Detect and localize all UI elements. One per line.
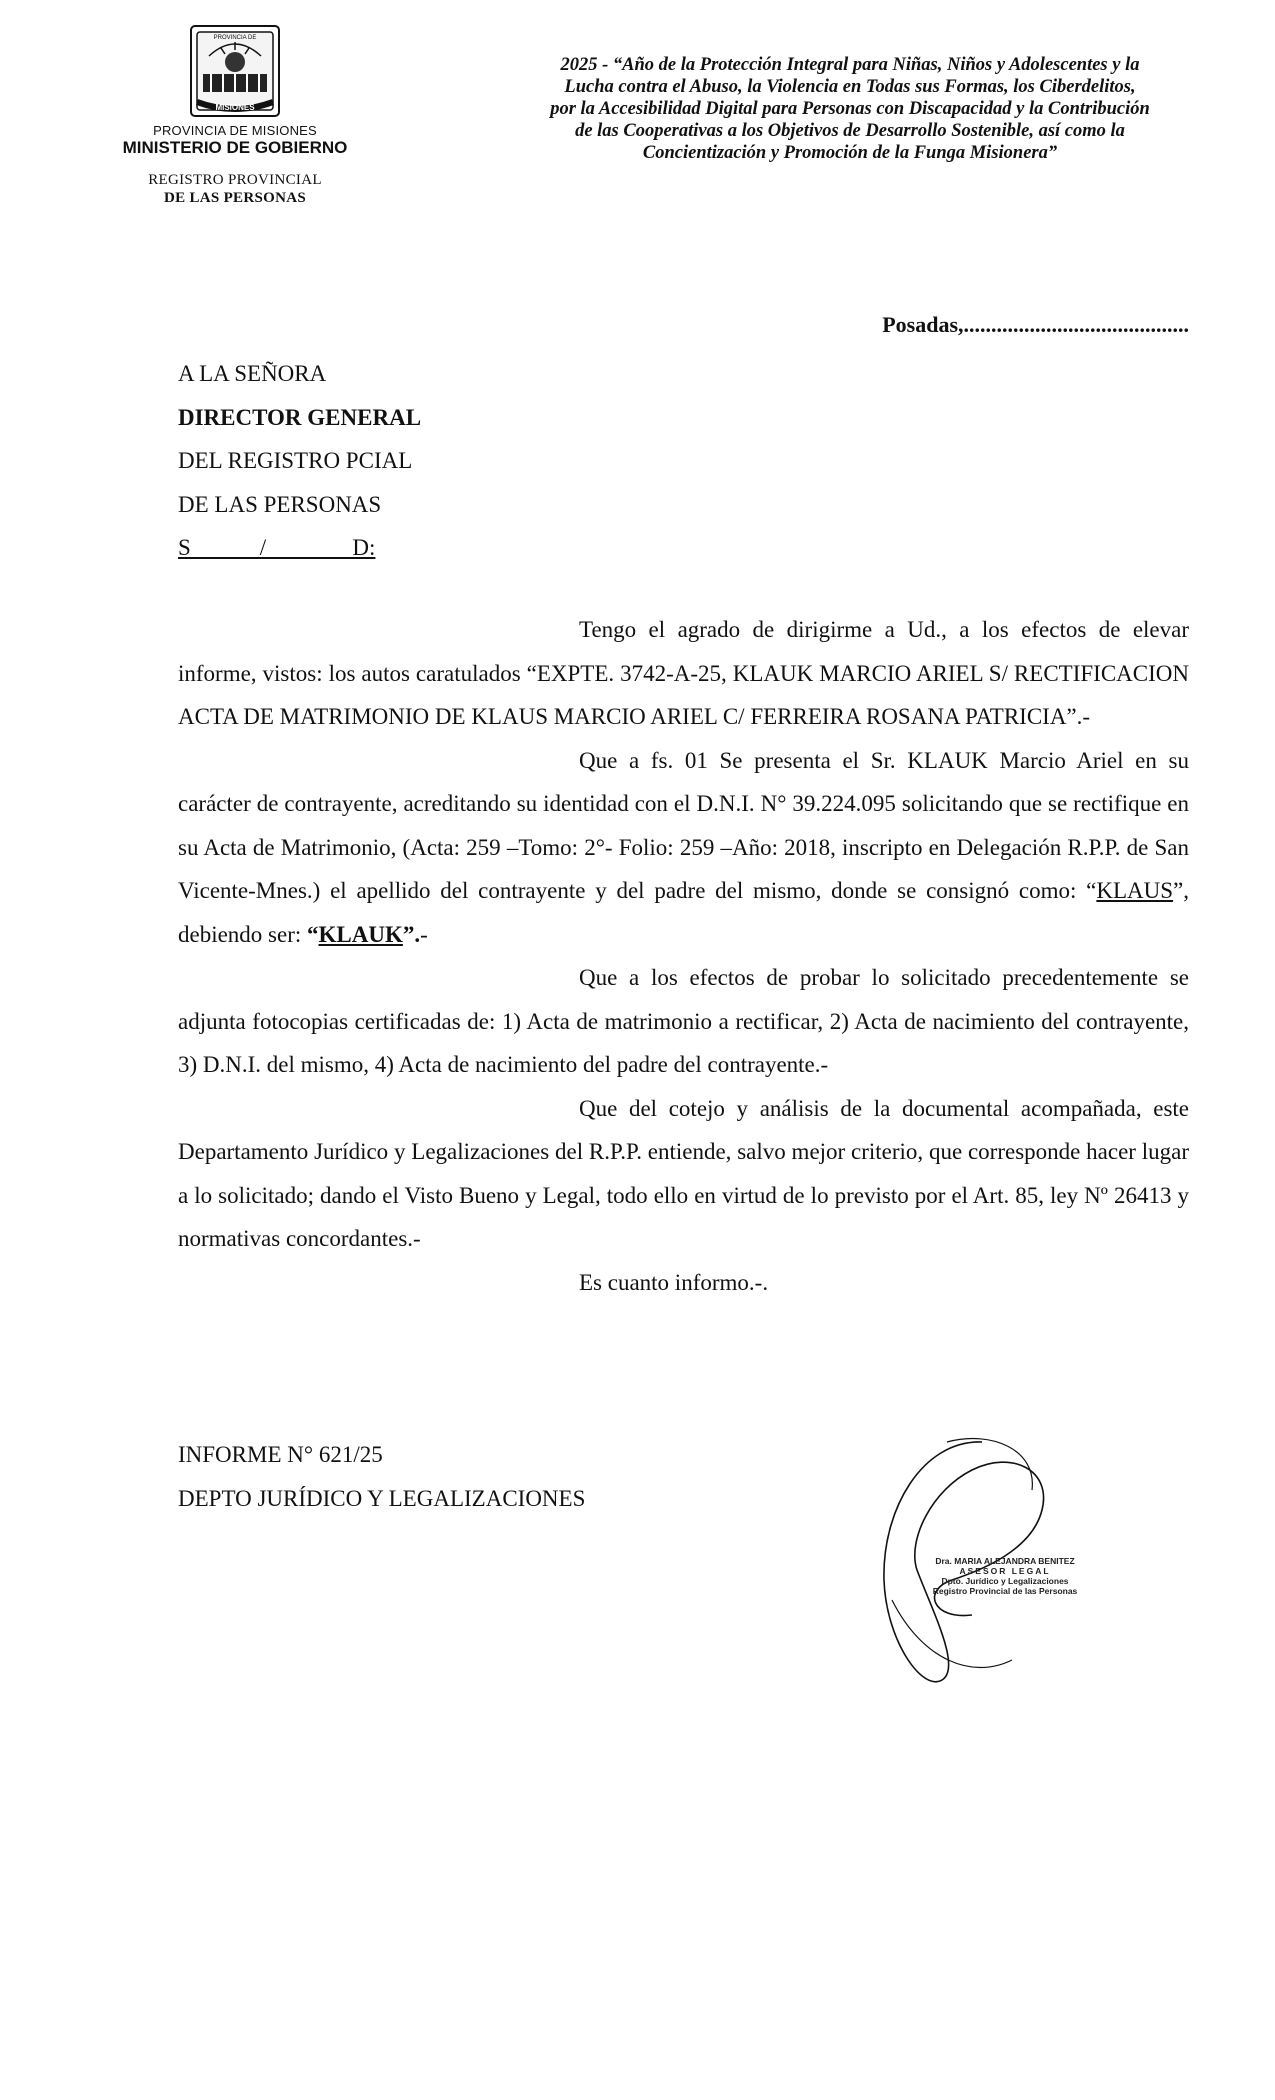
body-paragraph: Que del cotejo y análisis de la documental acompañada, este Departamento Jurídico y Legalizaciones del R.P.P. entiende, salvo mejor criterio, que corresponde hacer lugar a lo solicitado; dando el Visto Bueno y Legal, todo ello en virtud de lo previsto por el Art. 85, ley Nº 26413 y normativas concordantes.- bbox=[178, 1095, 1189, 1251]
ministry-name: MINISTERIO DE GOBIERNO bbox=[122, 138, 348, 157]
stamp-registry: Registro Provincial de las Personas bbox=[932, 1586, 1078, 1596]
addressee-line: DE LAS PERSONAS bbox=[178, 491, 382, 517]
crest-text-bottom: MISIONES bbox=[215, 103, 255, 112]
registry-name-line2: DE LAS PERSONAS bbox=[163, 190, 307, 206]
body-paragraph: Tengo el agrado de dirigirme a Ud., a los efectos de elevar informe, vistos: los autos caratulados “EXPTE. 3742-A-25, KLAUK MARCIO ARIEL S/ RECTIFICACION ACTA DE MATRIMONIO DE KLAUS MARCIO ARIEL C/ FERREIRA ROSANA PATRICIA”.- bbox=[178, 617, 1189, 729]
provincial-crest-icon bbox=[189, 22, 281, 120]
body-text: ”, debiendo ser: bbox=[178, 878, 1189, 947]
body-paragraph bbox=[178, 739, 1189, 957]
report-body bbox=[178, 608, 1189, 1304]
addressee-line: DEL REGISTRO PCIAL bbox=[178, 448, 413, 473]
motto-line: 2025 - “Año de la Protección Integral para Niñas, Niños y Adolescentes y la bbox=[560, 55, 1140, 75]
stamp-name: Dra. MARIA ALEJANDRA BENITEZ bbox=[935, 1556, 1075, 1566]
stamp-department: Dpto. Jurídico y Legalizaciones bbox=[941, 1576, 1069, 1586]
wrong-surname: KLAUS bbox=[1096, 878, 1174, 903]
registry-name-line1: REGISTRO PROVINCIAL bbox=[148, 172, 322, 188]
motto-line: por la Accesibilidad Digital para Personas con Discapacidad y la Contribución bbox=[550, 99, 1150, 119]
body-paragraph: Que a los efectos de probar lo solicitado precedentemente se adjunta fotocopias certificadas de: 1) Acta de matrimonio a rectificar, 2) Acta de nacimiento del contrayente, 3) D.N.I. del mismo, 4) Acta de nacimiento del padre del contrayente.- bbox=[178, 965, 1189, 1077]
stamp-role: ASESOR LEGAL bbox=[959, 1566, 1051, 1576]
addressee-line: A LA SEÑORA bbox=[178, 361, 327, 386]
quote-mark: ”. bbox=[402, 921, 421, 947]
report-footer bbox=[178, 1433, 585, 1520]
motto-line: Concientización y Promoción de la Funga Misionera” bbox=[642, 143, 1058, 163]
addressee-title: DIRECTOR GENERAL bbox=[178, 404, 422, 430]
crest-text-top: PROVINCIA DE bbox=[213, 35, 257, 41]
motto-line: Lucha contra el Abuso, la Violencia en Todas sus Formas, los Ciberdelitos, bbox=[564, 77, 1136, 97]
year-motto bbox=[480, 54, 1220, 164]
closing-paragraph: Es cuanto informo.-. bbox=[579, 1269, 769, 1295]
quote-mark: “ bbox=[307, 921, 319, 947]
report-number: INFORME N° 621/25 bbox=[178, 1442, 383, 1467]
body-text: Que a fs. 01 Se presenta el Sr. KLAUK Marcio Ariel en su carácter de contrayente, acreditando su identidad con el D.N.I. N° 39.224.095 solicitando que se rectifique en su Acta de Matrimonio, (Acta: 259 –Tomo: 2°- Folio: 259 –Año: 2018, inscripto en Delegación R.P.P. de San Vicente-Mnes.) el apellido del contrayente y del padre del mismo, donde se consignó como: “ bbox=[178, 747, 1189, 903]
sd-salutation: S / D: bbox=[178, 535, 376, 560]
addressee-block bbox=[178, 352, 421, 570]
letterhead bbox=[110, 22, 360, 207]
body-text: - bbox=[420, 921, 428, 947]
province-name: PROVINCIA DE MISIONES bbox=[153, 123, 317, 138]
motto-line: de las Cooperativas a los Objetivos de Desarrollo Sostenible, así como la bbox=[575, 121, 1125, 141]
signature-stamp bbox=[920, 1556, 1090, 1596]
place-date: Posadas,......................................... bbox=[882, 312, 1189, 337]
signature-block bbox=[862, 1430, 1092, 1700]
department-name: DEPTO JURÍDICO Y LEGALIZACIONES bbox=[178, 1485, 586, 1511]
correct-surname: KLAUK bbox=[318, 921, 403, 947]
